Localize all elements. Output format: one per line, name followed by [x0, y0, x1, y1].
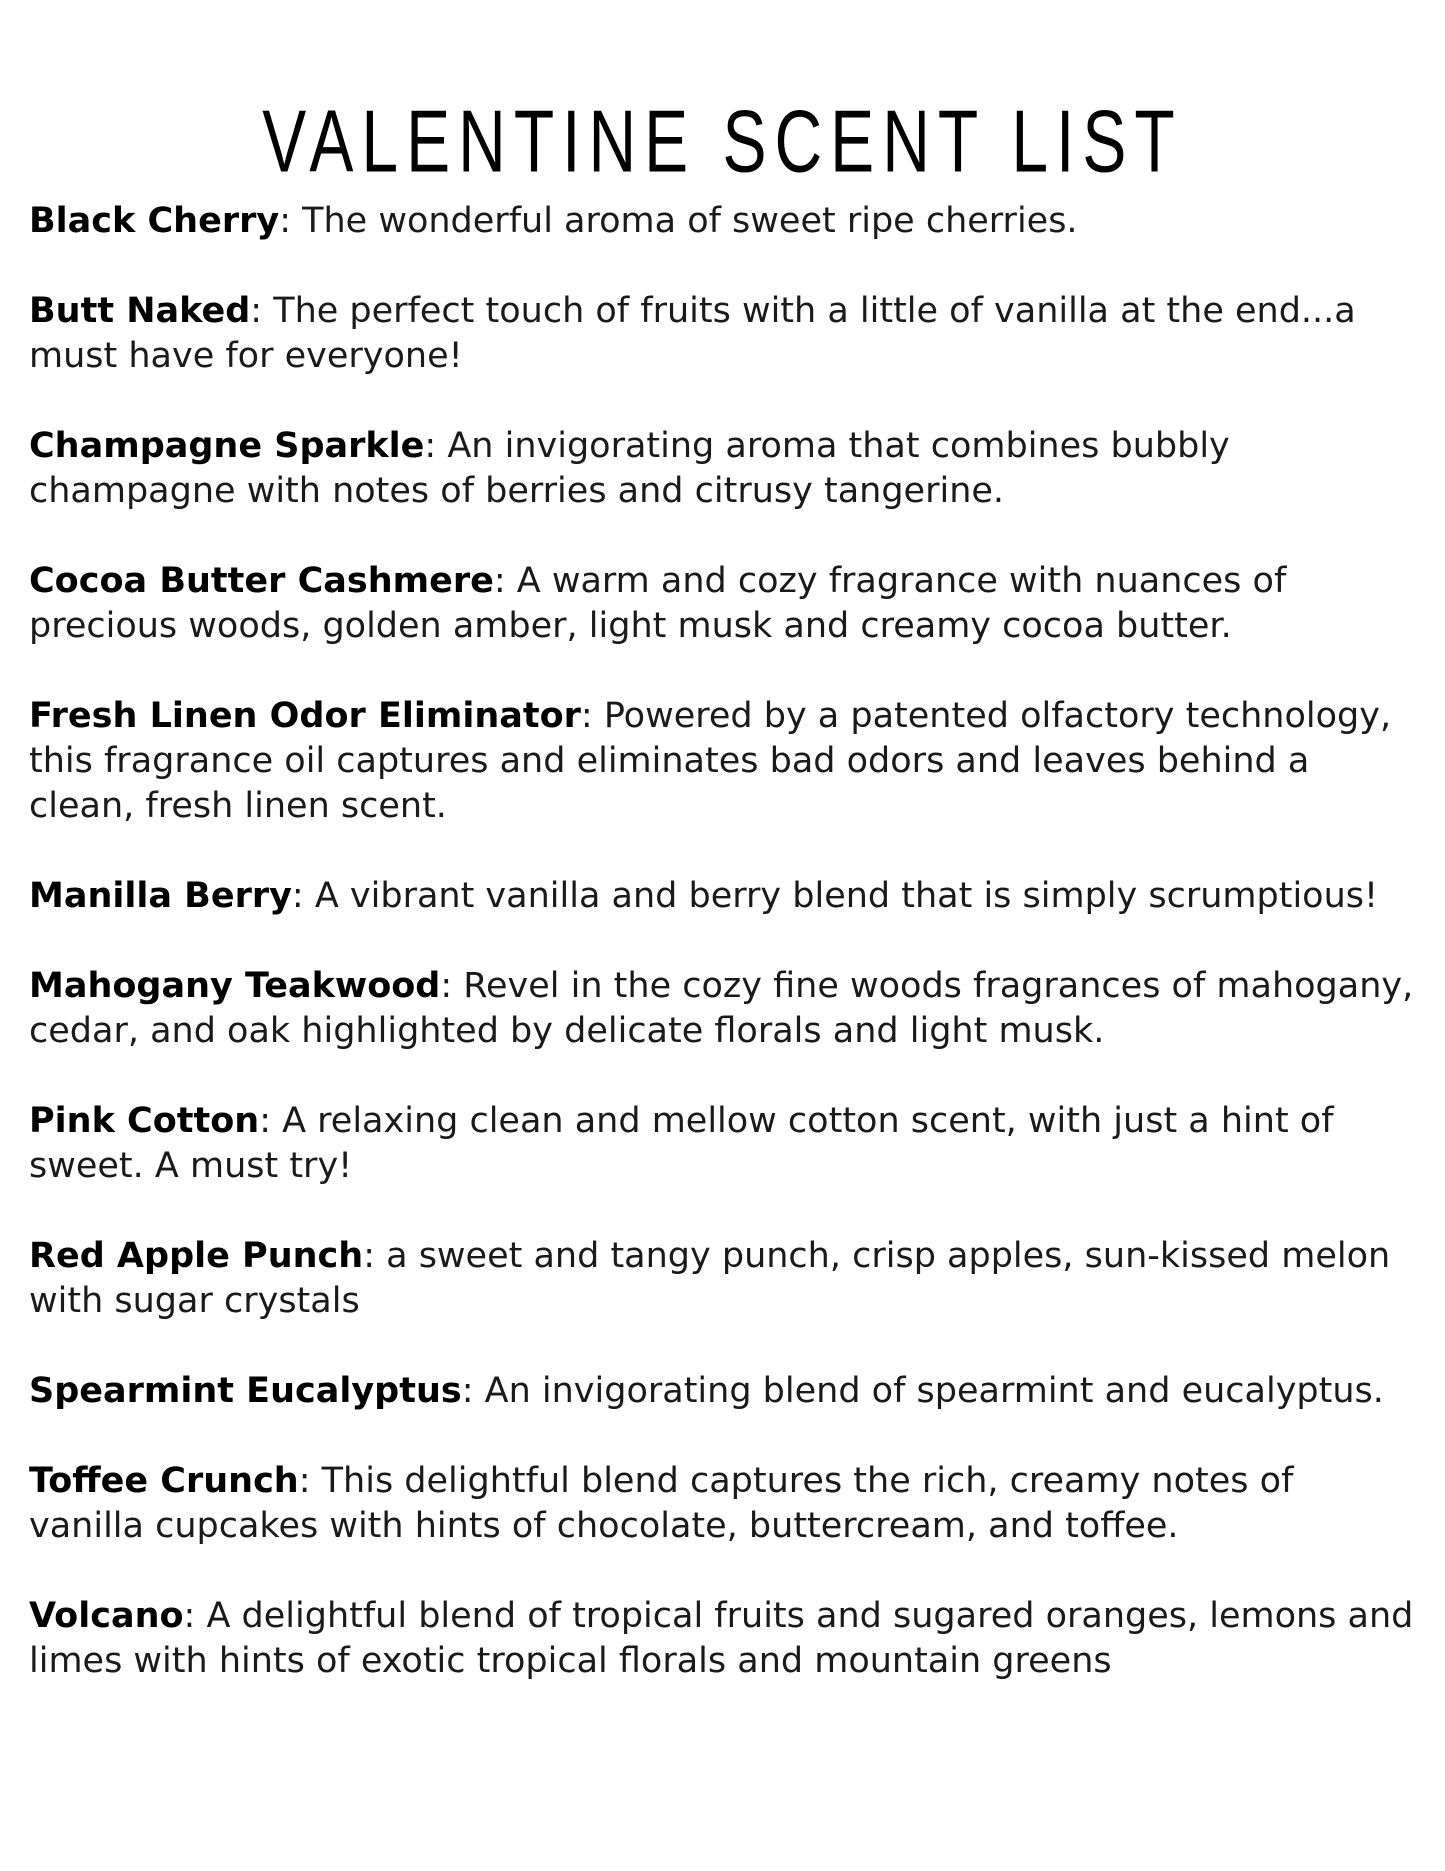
scent-list — [29, 199, 1414, 1684]
scent-item — [29, 964, 1414, 1054]
scent-name: Champagne Sparkle — [29, 426, 425, 466]
scent-item — [29, 1099, 1414, 1189]
scent-separator: : — [424, 426, 448, 466]
scent-item — [29, 1459, 1414, 1549]
scent-separator: : — [461, 1371, 485, 1411]
scent-name: Volcano — [29, 1596, 184, 1636]
scent-description: An invigorating aroma that combines bubbly champagne with notes of berries and citrusy tangerine. — [29, 426, 1230, 511]
scent-description: A warm and cozy fragrance with nuances of precious woods, golden amber, light musk and creamy cocoa butter. — [29, 561, 1287, 646]
scent-item — [29, 694, 1414, 829]
scent-description: a sweet and tangy punch, crisp apples, sun-kissed melon with sugar crystals — [29, 1236, 1391, 1321]
scent-separator: : — [298, 1461, 322, 1501]
scent-name: Toffee Crunch — [29, 1461, 299, 1501]
scent-description: A relaxing clean and mellow cotton scent, with just a hint of sweet. A must try! — [29, 1101, 1334, 1186]
scent-description: The wonderful aroma of sweet ripe cherries. — [302, 201, 1078, 241]
scent-name: Cocoa Butter Cashmere — [29, 561, 494, 601]
scent-item — [29, 424, 1414, 514]
page-title: VALENTINE SCENT LIST — [262, 91, 1183, 191]
scent-description: A vibrant vanilla and berry blend that is simply scrumptious! — [314, 876, 1379, 916]
scent-separator: : — [440, 966, 464, 1006]
scent-item — [29, 874, 1414, 919]
scent-item — [29, 199, 1414, 244]
scent-item — [29, 1234, 1414, 1324]
scent-separator: : — [259, 1101, 283, 1141]
scent-separator: : — [279, 201, 303, 241]
scent-item — [29, 1594, 1414, 1684]
scent-item — [29, 559, 1414, 649]
scent-separator: : — [493, 561, 517, 601]
scent-name: Fresh Linen Odor Eliminator — [29, 696, 581, 736]
scent-description: A delightful blend of tropical fruits and sugared oranges, lemons and limes with hints of exotic tropical florals and mountain greens — [29, 1596, 1414, 1681]
scent-name: Mahogany Teakwood — [29, 966, 441, 1006]
scent-name: Spearmint Eucalyptus — [29, 1371, 462, 1411]
scent-description: This delightful blend captures the rich, creamy notes of vanilla cupcakes with hints of chocolate, buttercream, and toffee. — [29, 1461, 1294, 1546]
scent-separator: : — [183, 1596, 207, 1636]
scent-name: Black Cherry — [29, 201, 280, 241]
scent-description: Revel in the cozy fine woods fragrances of mahogany, cedar, and oak highlighted by delicate florals and light musk. — [29, 966, 1414, 1051]
scent-description: Powered by a patented olfactory technology, this fragrance oil captures and eliminates bad odors and leaves behind a clean, fresh linen scent. — [29, 696, 1392, 826]
scent-item — [29, 1369, 1414, 1414]
scent-separator: : — [291, 876, 315, 916]
scent-description: The perfect touch of fruits with a little of vanilla at the end...a must have for everyone! — [29, 291, 1356, 376]
scent-separator: : — [363, 1236, 387, 1276]
scent-name: Butt Naked — [29, 291, 251, 331]
scent-separator: : — [250, 291, 274, 331]
scent-item — [29, 289, 1414, 379]
scent-separator: : — [580, 696, 604, 736]
scent-description: An invigorating blend of spearmint and eucalyptus. — [484, 1371, 1384, 1411]
scent-name: Red Apple Punch — [29, 1236, 364, 1276]
scent-name: Manilla Berry — [29, 876, 292, 916]
scent-name: Pink Cotton — [29, 1101, 260, 1141]
